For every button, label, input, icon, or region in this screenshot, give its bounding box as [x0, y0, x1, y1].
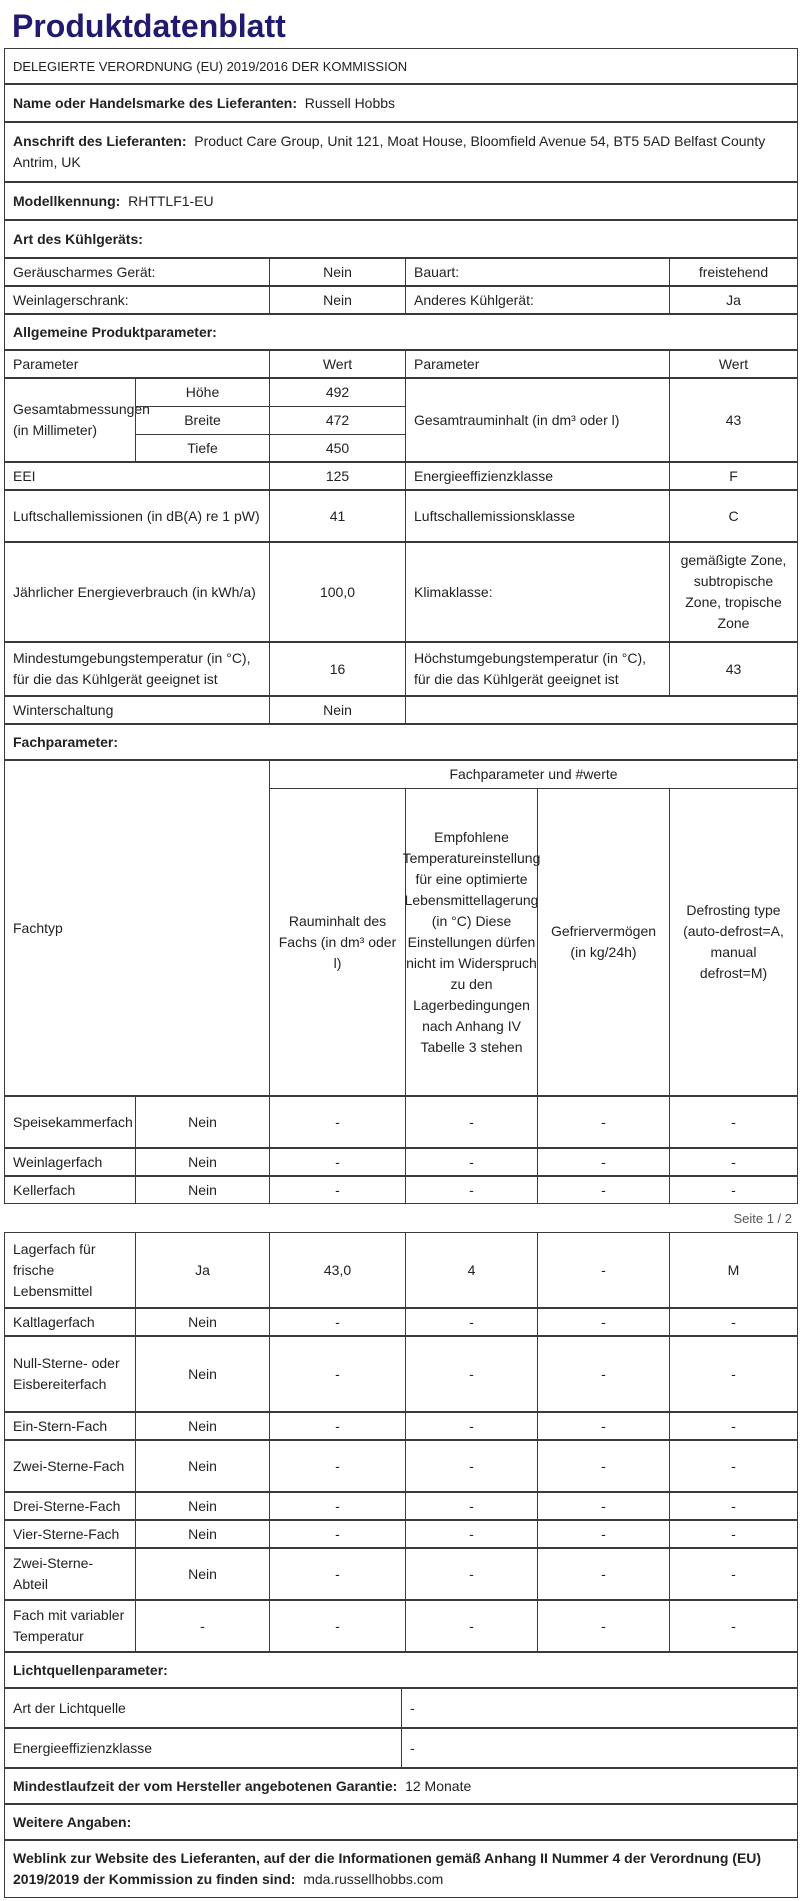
model-value: RHTTLF1-EU: [128, 192, 214, 209]
appliance-wine-label: Weinlagerschrank:: [13, 291, 129, 308]
compartments-group-header: Fachparameter und #werte: [269, 761, 797, 788]
eei-label: EEI: [13, 467, 36, 484]
light-energy-class-label: Energieeffizienzklasse: [13, 1739, 153, 1756]
compartment-volume: -: [269, 1177, 405, 1203]
compartment-temp: 4: [405, 1233, 537, 1307]
winter-empty: [405, 697, 797, 723]
appliance-low-noise-value: Nein: [269, 259, 405, 285]
compartment-temp: -: [405, 1309, 537, 1335]
col-compartment-type: Fachtyp: [13, 919, 63, 936]
compartment-volume: -: [269, 1309, 405, 1335]
compartment-present: -: [135, 1601, 269, 1651]
model-cell: [5, 183, 797, 219]
table-row: [4, 1096, 798, 1148]
noise-label: Luftschallemissionen (in dB(A) re 1 pW): [13, 507, 260, 524]
winter-label: Winterschaltung: [13, 701, 114, 718]
col-volume: Rauminhalt des Fachs (in dm³ oder l): [269, 788, 405, 1095]
compartment-volume: -: [269, 1097, 405, 1147]
dim-depth-value: 450: [269, 434, 405, 461]
climate-class-value: gemäßigte Zone, subtropische Zone, tropische Zone: [669, 543, 797, 641]
address-cell: [5, 123, 797, 181]
compartment-volume: -: [269, 1441, 405, 1491]
light-energy-class-value: -: [401, 1729, 797, 1767]
dim-depth-label: Tiefe: [135, 434, 269, 461]
energy-class-value: F: [669, 463, 797, 489]
table-row: [4, 1492, 798, 1520]
compartment-defrost: M: [669, 1233, 797, 1307]
warranty-cell: [5, 1769, 797, 1803]
energy-class-label: Energieeffizienzklasse: [405, 463, 669, 489]
compartment-volume: -: [269, 1521, 405, 1547]
compartment-defrost: -: [669, 1309, 797, 1335]
compartment-defrost: -: [669, 1601, 797, 1651]
light-type-label: Art der Lichtquelle: [13, 1699, 126, 1716]
col-recommended-temp: Empfohlene Temperatureinstellung für eine optimierte Lebensmittellagerung (in °C) Diese Einstellungen dürfen nicht im Widerspruch zu den Lagerbedingungen nach Anhang IV Tabelle 3 stehen: [405, 788, 537, 1095]
volume-label: Gesamtrauminhalt (in dm³ oder l): [405, 379, 669, 461]
compartment-temp: -: [405, 1493, 537, 1519]
compartment-volume: -: [269, 1493, 405, 1519]
compartment-present: Ja: [135, 1233, 269, 1307]
supplier-value: Russell Hobbs: [304, 94, 396, 111]
appliance-low-noise-label: Geräuscharmes Gerät:: [13, 263, 156, 280]
compartment-temp: -: [405, 1549, 537, 1599]
compartment-present: Nein: [135, 1549, 269, 1599]
winter-value: Nein: [269, 697, 405, 723]
compartment-present: Nein: [135, 1177, 269, 1203]
table-row: [4, 1548, 798, 1600]
compartment-temp: -: [405, 1177, 537, 1203]
appliance-other-value: Ja: [669, 287, 797, 313]
compartment-defrost: -: [669, 1177, 797, 1203]
compartment-freezing: -: [537, 1413, 669, 1439]
dim-height-value: 492: [269, 379, 405, 406]
supplier-cell: [5, 85, 797, 121]
compartment-present: Nein: [135, 1413, 269, 1439]
compartment-defrost: -: [669, 1097, 797, 1147]
table-row: [4, 1600, 798, 1652]
compartment-defrost: -: [669, 1493, 797, 1519]
address-row: [4, 122, 798, 182]
compartment-name: Kaltlagerfach: [13, 1313, 95, 1330]
eei-value: 125: [269, 463, 405, 489]
warranty-row: [4, 1768, 798, 1804]
further-heading: Weitere Angaben:: [13, 1813, 132, 1830]
compartment-defrost: -: [669, 1441, 797, 1491]
general-col-value: Wert: [269, 351, 405, 377]
compartment-present: Nein: [135, 1493, 269, 1519]
general-heading-row: [4, 314, 798, 350]
further-row: [4, 1804, 798, 1840]
compartment-freezing: -: [537, 1149, 669, 1175]
min-temp-value: 16: [269, 643, 405, 695]
weblink-row: [4, 1840, 798, 1898]
table-row: [4, 1176, 798, 1204]
compartments-heading-row: [4, 724, 798, 760]
compartment-name: Weinlagerfach: [13, 1153, 103, 1170]
regulation-subtitle: DELEGIERTE VERORDNUNG (EU) 2019/2016 DER KOMMISSION: [13, 58, 408, 74]
compartment-temp: -: [405, 1097, 537, 1147]
volume-value: 43: [669, 379, 797, 461]
compartment-defrost: -: [669, 1549, 797, 1599]
table-row: [4, 1520, 798, 1548]
table-row: [4, 462, 798, 490]
compartment-freezing: -: [537, 1177, 669, 1203]
light-heading: Lichtquellenparameter:: [13, 1661, 168, 1678]
compartment-defrost: -: [669, 1337, 797, 1411]
table-row: [4, 1440, 798, 1492]
annual-energy-value: 100,0: [269, 543, 405, 641]
compartments-heading: Fachparameter:: [13, 733, 119, 750]
compartment-temp: -: [405, 1413, 537, 1439]
compartment-freezing: -: [537, 1549, 669, 1599]
page-title: Produktdatenblatt: [12, 8, 286, 44]
table-row: [4, 258, 798, 286]
compartment-name: Zwei-Sterne-Fach: [13, 1457, 125, 1474]
table-row: [4, 1336, 798, 1412]
weblink-cell: [5, 1841, 797, 1897]
compartment-temp: -: [405, 1149, 537, 1175]
compartment-freezing: -: [537, 1097, 669, 1147]
appliance-wine-value: Nein: [269, 287, 405, 313]
compartment-volume: -: [269, 1549, 405, 1599]
supplier-row: [4, 84, 798, 122]
compartment-present: Nein: [135, 1521, 269, 1547]
noise-value: 41: [269, 491, 405, 541]
table-row: [4, 1232, 798, 1308]
table-row: [4, 490, 798, 542]
general-col-param: Parameter: [13, 355, 79, 372]
compartment-present: Nein: [135, 1441, 269, 1491]
general-col-value-2: Wert: [669, 351, 797, 377]
weblink-value[interactable]: mda.russellhobbs.com: [303, 1871, 444, 1887]
appliance-type-heading-row: [4, 220, 798, 258]
dim-height-label: Höhe: [135, 379, 269, 406]
compartment-name: Vier-Sterne-Fach: [13, 1525, 120, 1542]
compartment-freezing: -: [537, 1601, 669, 1651]
compartment-volume: 43,0: [269, 1233, 405, 1307]
compartment-name: Fach mit variabler Temperatur: [13, 1607, 125, 1644]
noise-class-value: C: [669, 491, 797, 541]
address-label: Anschrift des Lieferanten:: [13, 133, 187, 149]
address-value: Product Care Group, Unit 121, Moat House, Bloomfield Avenue 54, BT5 5AD Belfast County Antrim, UK: [13, 133, 766, 170]
light-heading-row: [4, 1652, 798, 1688]
compartment-name: Drei-Sterne-Fach: [13, 1497, 121, 1514]
compartment-name: Speisekammerfach: [13, 1113, 133, 1130]
compartment-freezing: -: [537, 1493, 669, 1519]
compartment-defrost: -: [669, 1521, 797, 1547]
weblink-label: Weblink zur Website des Lieferanten, auf der die Informationen gemäß Anhang II Nummer 4 der Verordnung (EU) 2019/2019 der Kommission zu finden sind:: [13, 1850, 762, 1887]
light-type-value: -: [401, 1689, 797, 1727]
supplier-label: Name oder Handelsmarke des Lieferanten:: [13, 94, 297, 111]
page-number: Seite 1 / 2: [733, 1210, 792, 1226]
appliance-other-label: Anderes Kühlgerät:: [405, 287, 669, 313]
compartments-header: [4, 760, 798, 1096]
compartment-freezing: -: [537, 1233, 669, 1307]
compartment-temp: -: [405, 1521, 537, 1547]
compartment-temp: -: [405, 1337, 537, 1411]
appliance-type-heading: Art des Kühlgeräts:: [13, 230, 143, 247]
compartment-freezing: -: [537, 1337, 669, 1411]
appliance-design-value: freistehend: [669, 259, 797, 285]
table-row: [4, 696, 798, 724]
model-row: [4, 182, 798, 220]
table-row: [4, 1728, 798, 1768]
dimensions-label: Gesamtabmessungen (in Millimeter): [13, 401, 150, 438]
compartment-defrost: -: [669, 1413, 797, 1439]
compartment-freezing: -: [537, 1309, 669, 1335]
general-column-header: [4, 350, 798, 378]
warranty-value: 12 Monate: [405, 1777, 472, 1794]
compartment-temp: -: [405, 1441, 537, 1491]
warranty-label: Mindestlaufzeit der vom Hersteller angebotenen Garantie:: [13, 1777, 398, 1794]
compartment-name: Lagerfach für frische Lebensmittel: [13, 1240, 96, 1299]
compartment-present: Nein: [135, 1337, 269, 1411]
col-defrost-type: Defrosting type (auto-defrost=A, manual defrost=M): [669, 788, 797, 1095]
annual-energy-label: Jährlicher Energieverbrauch (in kWh/a): [13, 583, 256, 600]
compartment-volume: -: [269, 1413, 405, 1439]
general-heading: Allgemeine Produktparameter:: [13, 323, 217, 340]
table-row: [4, 1308, 798, 1336]
climate-class-label: Klimaklasse:: [405, 543, 669, 641]
compartment-name: Null-Sterne- oder Eisbereiterfach: [13, 1355, 120, 1392]
table-row: [4, 1412, 798, 1440]
compartment-freezing: -: [537, 1521, 669, 1547]
col-freezing-capacity: Gefriervermögen (in kg/24h): [537, 788, 669, 1095]
compartment-freezing: -: [537, 1441, 669, 1491]
compartment-name: Zwei-Sterne-Abteil: [13, 1555, 94, 1592]
general-col-param-2: Parameter: [405, 351, 669, 377]
table-row: [4, 642, 798, 696]
compartment-name: Kellerfach: [13, 1181, 76, 1198]
table-row: [4, 1148, 798, 1176]
compartment-temp: -: [405, 1601, 537, 1651]
table-row: [4, 542, 798, 642]
table-row: [4, 286, 798, 314]
compartment-defrost: -: [669, 1149, 797, 1175]
compartment-volume: -: [269, 1149, 405, 1175]
compartment-present: Nein: [135, 1149, 269, 1175]
table-row: [4, 1688, 798, 1728]
appliance-design-label: Bauart:: [405, 259, 669, 285]
compartment-present: Nein: [135, 1097, 269, 1147]
noise-class-label: Luftschallemissionsklasse: [405, 491, 669, 541]
compartment-volume: -: [269, 1601, 405, 1651]
min-temp-label: Mindestumgebungstemperatur (in °C), für die das Kühlgerät geeignet ist: [13, 650, 251, 687]
compartment-present: Nein: [135, 1309, 269, 1335]
model-label: Modellkennung:: [13, 192, 121, 209]
max-temp-label: Höchstumgebungstemperatur (in °C), für die das Kühlgerät geeignet ist: [405, 643, 669, 695]
dim-width-value: 472: [269, 406, 405, 434]
compartment-volume: -: [269, 1337, 405, 1411]
compartment-name: Ein-Stern-Fach: [13, 1417, 108, 1434]
regulation-row: [4, 48, 798, 84]
max-temp-value: 43: [669, 643, 797, 695]
dimensions-block: [4, 378, 798, 462]
dim-width-label: Breite: [135, 406, 269, 434]
